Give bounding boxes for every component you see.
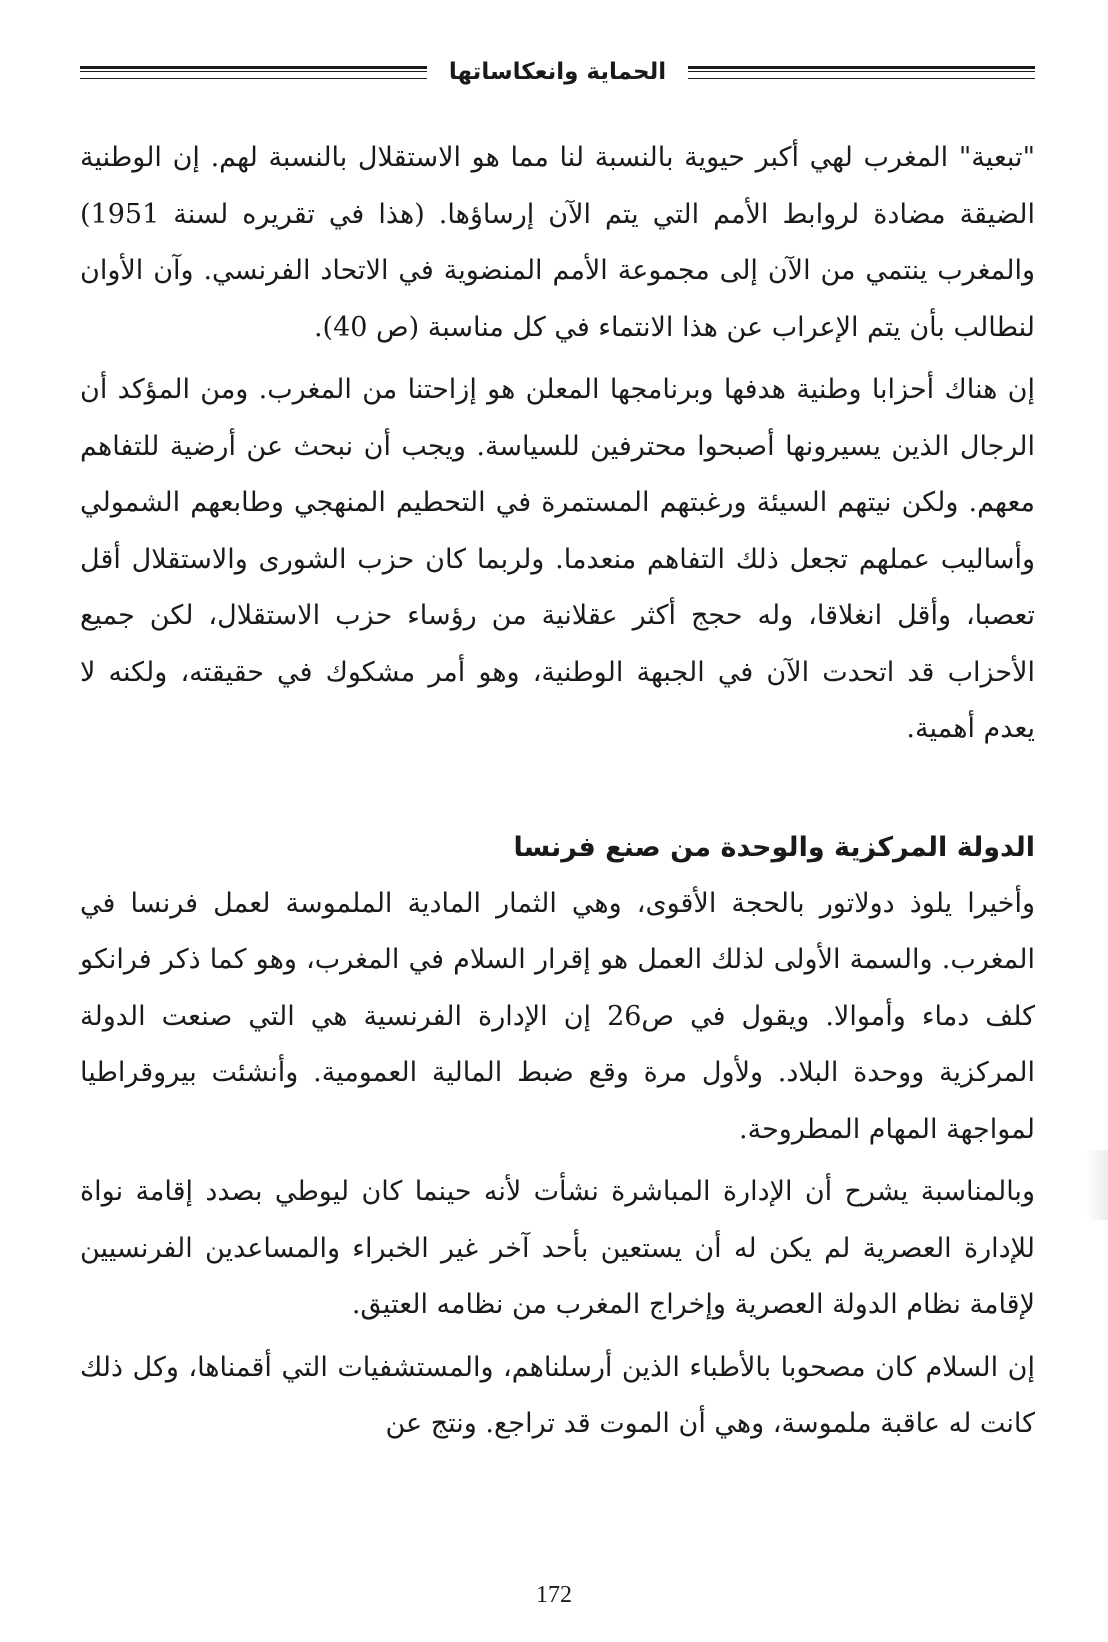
page-number: 172	[536, 1582, 572, 1608]
header-rule-right	[688, 66, 1035, 79]
paragraph-4: وبالمناسبة يشرح أن الإدارة المباشرة نشأت لأنه حينما كان ليوطي بصدد إقامة نواة للإدارة العصرية لم يكن له أن يستعين بأحد آخر غير الخبراء والمساعدين الفرنسيين لإقامة نظام الدولة العصرية وإخراج المغرب من نظامه العتيق.	[80, 1176, 1035, 1320]
section-heading: الدولة المركزية والوحدة من صنع فرنسا	[513, 831, 1035, 863]
running-header-title: الحماية وانعكاساتها	[448, 59, 667, 85]
header-rule-left	[80, 66, 427, 79]
paragraph-5: إن السلام كان مصحوبا بالأطباء الذين أرسلناهم، والمستشفيات التي أقمناها، وكل ذلك كانت له عاقبة ملموسة، وهي أن الموت قد تراجع. ونتج عن	[80, 1351, 1035, 1439]
page-body	[80, 130, 1035, 1459]
paragraph-3: وأخيرا يلوذ دولاتور بالحجة الأقوى، وهي الثمار المادية الملموسة لعمل فرنسا في المغرب. والسمة الأولى لذلك العمل هو إقرار السلام في المغرب، وهو كما ذكر فرانكو كلف دماء وأموالا. ويقول في ص26 إن الإدارة الفرنسية هي التي صنعت الدولة المركزية ووحدة البلاد. ولأول مرة وقع ضبط المالية العمومية. وأنشئت بيروقراطيا لمواجهة المهام المطروحة.	[80, 887, 1036, 1145]
scan-shadow	[1086, 1150, 1108, 1220]
running-header	[80, 52, 1035, 92]
paragraph-2: إن هناك أحزابا وطنية هدفها وبرنامجها المعلن هو إزاحتنا من المغرب. ومن المؤكد أن الرجال الذين يسيرونها أصبحوا محترفين للسياسة. ويجب أن نبحث عن أرضية للتفاهم معهم. ولكن نيتهم السيئة ورغبتهم المستمرة في التحطيم المنهجي وطابعهم الشمولي وأساليب عملهم تجعل ذلك التفاهم منعدما. ولربما كان حزب الشورى والاستقلال أقل تعصبا، وأقل انغلاقا، وله حجج أكثر عقلانية من رؤساء حزب الاستقلال، لكن جميع الأحزاب قد اتحدت الآن في الجبهة الوطنية، وهو أمر مشكوك في حقيقته، ولكنه لا يعدم أهمية.	[80, 374, 1035, 744]
paragraph-1: "تبعية" المغرب لهي أكبر حيوية بالنسبة لنا مما هو الاستقلال بالنسبة لهم. إن الوطنية الضيقة مضادة لروابط الأمم التي يتم الآن إرساؤها. (هذا في تقريره لسنة 1951) والمغرب ينتمي من الآن إلى مجموعة الأمم المنضوية في الاتحاد الفرنسي. وآن الأوان لنطالب بأن يتم الإعراب عن هذا الانتماء في كل مناسبة (ص 40).	[80, 142, 1035, 343]
